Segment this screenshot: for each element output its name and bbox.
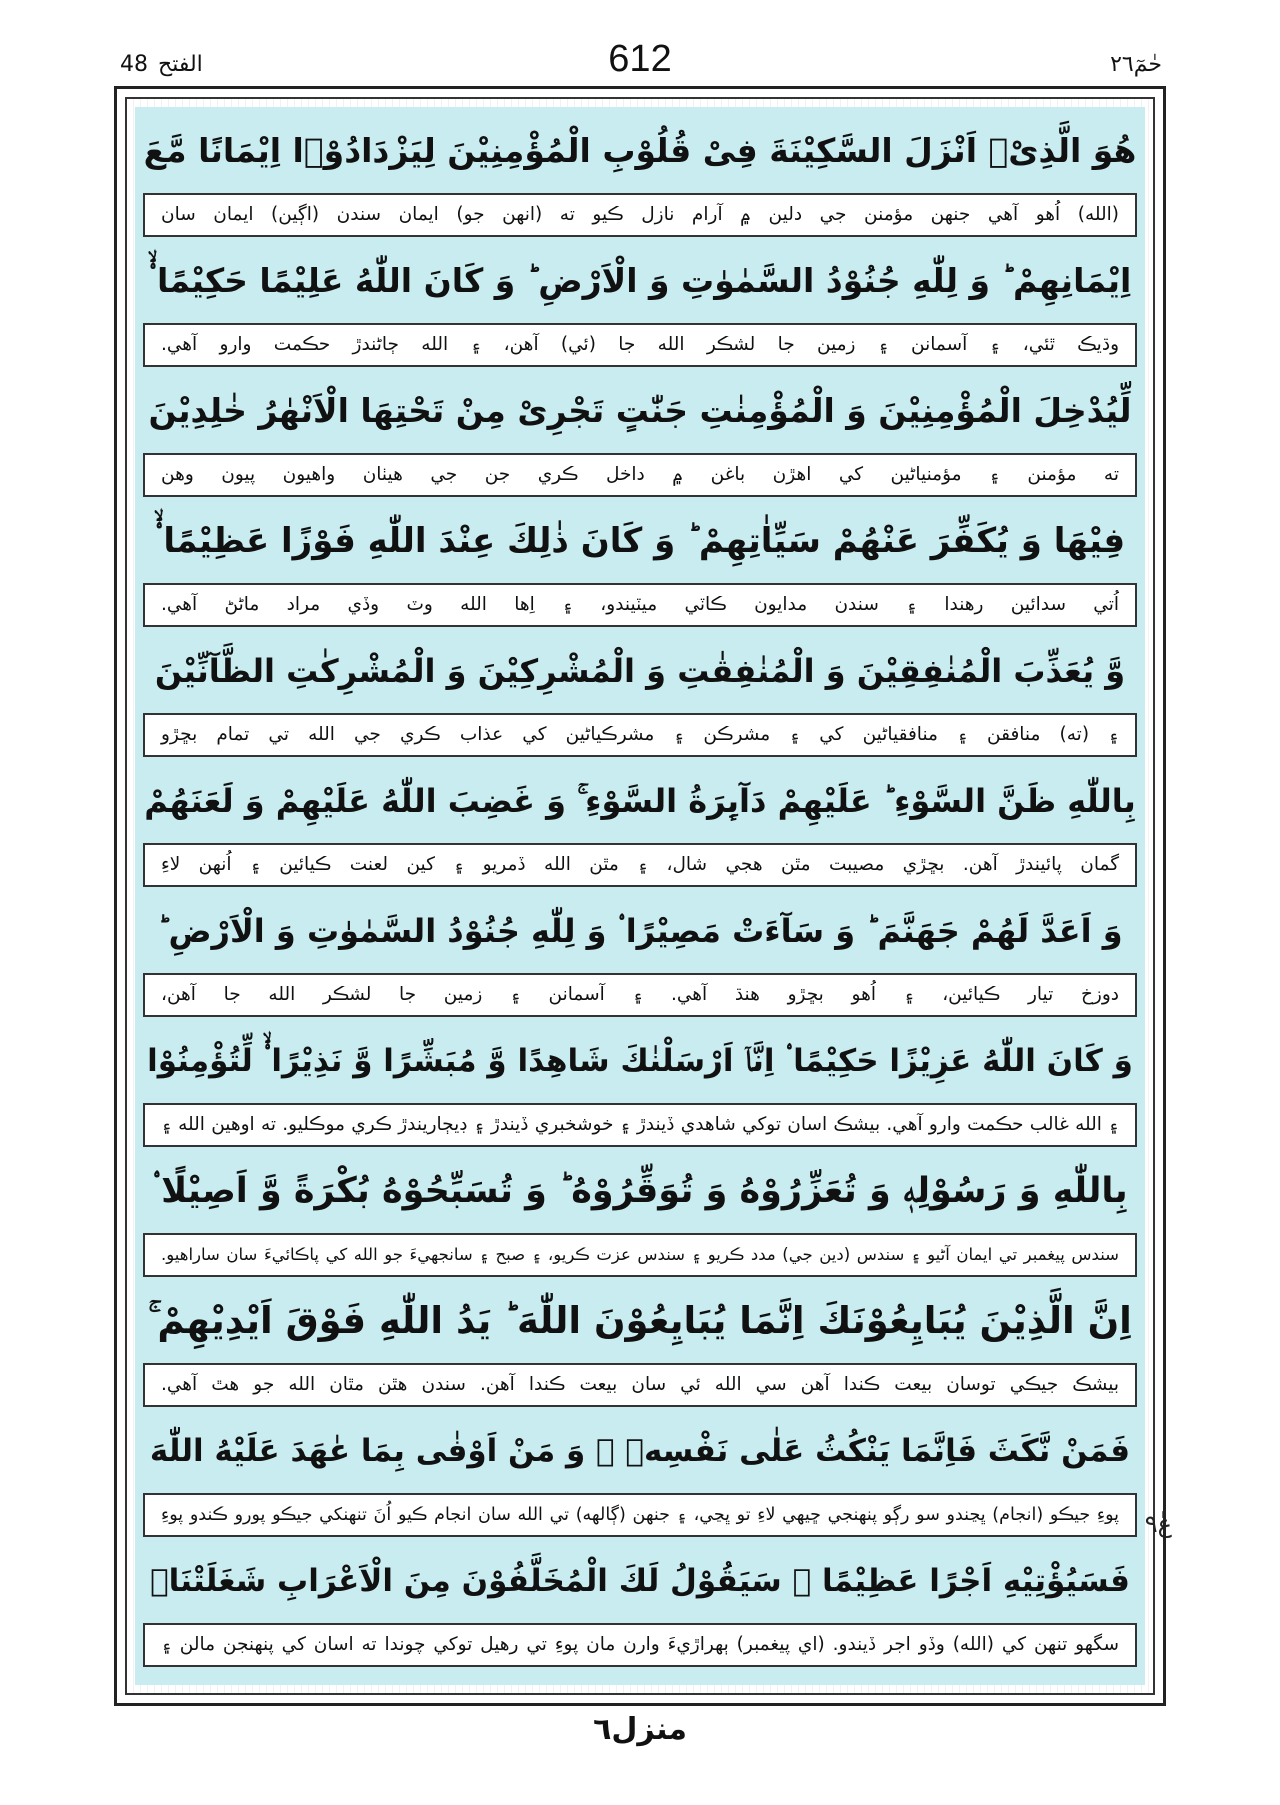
verse-line: فَمَنْ نَّكَثَ فَاِنَّمَا یَنْكُثُ عَلٰی نَفْسِهٖ ۚ وَ مَنْ اَوْفٰی بِمَا عٰهَدَ عَلَیْهُ اللّٰهَ xyxy=(149,1433,1131,1469)
page-content xyxy=(135,107,1145,1685)
page-header xyxy=(112,38,1168,88)
translation-line: سندس پيغمبر تي ايمان آڻيو ۽ سندس (دين جي) مدد ڪريو ۽ سندس عزت ڪريو، ۽ صبح ۽ سانجهيءَ جو الله کي پاڪائيءَ سان ساراهيو. xyxy=(143,1233,1137,1277)
translation-line: اُتي سدائين رهندا ۽ سندن مدايون ڪاٽي ميٽيندو، ۽ اِها الله وٽ وڏي مراد ماڻڻ آهي. xyxy=(143,583,1137,627)
ruku-marker: عٰ٩ xyxy=(1144,1510,1172,1538)
translation-line: گمان پائيندڙ آهن. بڇڙي مصيبت مٿن هجي شال، ۽ مٿن الله ڏمريو ۽ کين لعنت ڪيائين ۽ اُنهن لاءِ xyxy=(143,843,1137,887)
page-number: 612 xyxy=(608,38,672,80)
verse-line: بِاللّٰهِ وَ رَسُوْلِهٖ وَ تُعَزِّرُوْهُ وَ تُوَقِّرُوْهُ ؕ وَ تُسَبِّحُوْهُ بُكْرَةً وَّ اَصِیْلًا ۟ xyxy=(152,1171,1128,1211)
verse-line: اِنَّ الَّذِیْنَ یُبَایِعُوْنَكَ اِنَّمَا یُبَایِعُوْنَ اللّٰهَ ؕ یَدُ اللّٰهِ فَوْقَ اَیْدِیْهِمْ ۚ xyxy=(148,1299,1132,1342)
translation-line: وڌيڪ ٿئي، ۽ آسمانن ۽ زمين جا لشڪر الله جا (ئي) آهن، ۽ الله ڄاڻندڙ حڪمت وارو آهي. xyxy=(143,323,1137,367)
verse-line: بِاللّٰهِ ظَنَّ السَّوْءِ ؕ عَلَیْهِمْ دَآىِٕرَةُ السَّوْءِ ۚ وَ غَضِبَ اللّٰهُ عَلَیْهِمْ وَ لَعَنَهُمْ xyxy=(144,782,1136,820)
translation-line: پوءِ جيڪو (انجام) ڀڃندو سو رڳو پنهنجي ڇيهي لاءِ تو ڀڃي، ۽ جنهن (ڳالهه) تي الله سان انجام ڪيو اُنَ تنهنکي جيڪو پورو ڪندو پوءِ xyxy=(143,1493,1137,1537)
verse-line: هُوَ الَّذِیْۤ اَنْزَلَ السَّكِیْنَةَ فِیْ قُلُوْبِ الْمُؤْمِنِیْنَ لِیَزْدَادُوْۤا اِیْمَانًا مَّعَ xyxy=(143,131,1137,170)
decorative-border xyxy=(125,97,1155,1695)
page-frame xyxy=(114,86,1166,1706)
translation-line: بيشڪ جيڪي توسان بيعت ڪندا آهن سي الله ئي سان بيعت ڪندا آهن. سندن هٿن مٿان الله جو هٿ آهي. xyxy=(143,1363,1137,1407)
surah-number: 48 xyxy=(120,52,148,77)
verse-line: وَ اَعَدَّ لَهُمْ جَهَنَّمَ ؕ وَ سَآءَتْ مَصِیْرًا ۟ وَ لِلّٰهِ جُنُوْدُ السَّمٰوٰتِ وَ الْاَرْضِ ؕ xyxy=(157,912,1123,950)
translation-line: دوزخ تيار ڪيائين، ۽ اُهو بڇڙو هنڌ آهي. ۽ آسمانن ۽ زمين جا لشڪر الله جا آهن، xyxy=(143,973,1137,1017)
verse-line: فِیْهَا وَ یُكَفِّرَ عَنْهُمْ سَیِّاٰتِهِمْ ؕ وَ كَانَ ذٰلِكَ عِنْدَ اللّٰهِ فَوْزًا عَظِیْمًا ۟ۙ xyxy=(154,521,1126,561)
translation-line: ۽ الله غالب حڪمت وارو آهي. بيشڪ اسان توکي شاهدي ڏيندڙ ۽ خوشخبري ڏيندڙ ۽ ڊيڄاريندڙ ڪري موڪليو. ته اوهين الله ۽ xyxy=(143,1103,1137,1147)
translation-line: ته مؤمنن ۽ مؤمنياڻين کي اهڙن باغن ۾ داخل ڪري جن جي هيٺان واهيون پيون وهن xyxy=(143,453,1137,497)
verse-line: وَ كَانَ اللّٰهُ عَزِیْزًا حَكِیْمًا ۟ اِنَّاۤ اَرْسَلْنٰكَ شَاهِدًا وَّ مُبَشِّرًا وَّ نَذِیْرًا ۟ۙ لِّتُؤْمِنُوْا xyxy=(147,1043,1133,1079)
verse-line: اِیْمَانِهِمْ ؕ وَ لِلّٰهِ جُنُوْدُ السَّمٰوٰتِ وَ الْاَرْضِ ؕ وَ كَانَ اللّٰهُ عَلِیْمًا حَكِیْمًا ۟ۙ xyxy=(148,261,1132,300)
juz-label: حٰمٓ٢٦ xyxy=(1110,52,1162,77)
translation-line: ۽ (ته) منافقن ۽ منافقياڻين کي ۽ مشرڪن ۽ مشرڪياڻين کي عذاب ڪري جي الله تي تمام بڇڙو xyxy=(143,713,1137,757)
manzil-footer: منزل٦ xyxy=(593,1712,687,1747)
translation-line: سگهو تنهن کي (الله) وڏو اجر ڏيندو. (اي پيغمبر) ٻهراڙيءَ وارن مان پوءِ تي رهيل توکي چوندا ته اسان کي پنهنجن مالن ۽ xyxy=(143,1623,1137,1667)
verse-line: لِّیُدْخِلَ الْمُؤْمِنِیْنَ وَ الْمُؤْمِنٰتِ جَنّٰتٍ تَجْرِیْ مِنْ تَحْتِهَا الْاَنْهٰرُ خٰلِدِیْنَ xyxy=(148,391,1132,430)
surah-name: الفتح xyxy=(158,52,203,77)
translation-line: (الله) اُهو آهي جنهن مؤمنن جي دلين ۾ آرام نازل ڪيو ته (انهن جو) ايمان سندن (اڳين) ايمان سان xyxy=(143,193,1137,237)
verse-line: فَسَیُؤْتِیْهِ اَجْرًا عَظِیْمًا ۟ سَیَقُوْلُ لَكَ الْمُخَلَّفُوْنَ مِنَ الْاَعْرَابِ شَغَلَتْنَاۤ xyxy=(150,1563,1130,1599)
verse-line: وَّ یُعَذِّبَ الْمُنٰفِقِیْنَ وَ الْمُنٰفِقٰتِ وَ الْمُشْرِكِیْنَ وَ الْمُشْرِكٰتِ الظَّآنِّیْنَ xyxy=(154,652,1126,690)
